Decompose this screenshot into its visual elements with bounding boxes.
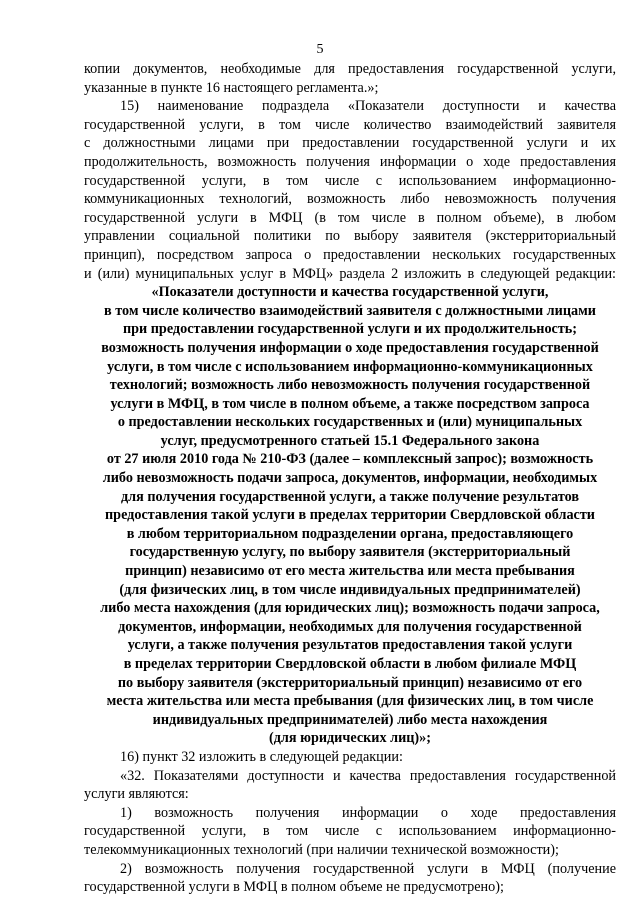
heading-line: в пределах территории Свердловской области в любом филиале МФЦ <box>123 656 577 672</box>
text-line: и (или) муниципальных услуг в МФЦ» раздела 2 изложить в следующей редакции: <box>84 265 616 282</box>
heading-line: в том числе количество взаимодействий заявителя с должностными лицами <box>104 302 596 319</box>
heading-line: технологий; возможность либо невозможность получения государственной <box>109 377 591 394</box>
text-line: продолжительность, возможность получения информации о ходе предоставления <box>84 153 616 170</box>
heading-line: либо места нахождения (для юридических лиц); возможность подачи запроса, <box>100 600 600 617</box>
heading-line: государственную услугу, по выбору заявителя (экстерриториальный <box>129 544 571 561</box>
heading-line: либо невозможность подачи запроса, документов, информации, необходимых <box>102 470 598 487</box>
heading-line: для получения государственной услуги, а также получение результатов <box>120 488 580 505</box>
text-line: «32. Показателями доступности и качества предоставления государственной <box>120 767 616 784</box>
heading-line: в любом территориальном подразделении органа, предоставляющего <box>126 525 574 542</box>
heading-line: (для физических лиц, в том числе индивидуальных предпринимателей) <box>119 581 581 598</box>
text-line: 2) возможность получения государственной услуги в МФЦ (получение <box>120 860 616 877</box>
heading-line: «Показатели доступности и качества государственной услуги, <box>151 284 549 301</box>
heading-line: возможность получения информации о ходе предоставления государственной <box>101 339 599 356</box>
text-line: управлении социальной политики по выбору заявителя (экстерриториальный <box>84 228 616 245</box>
text-line: государственной услуги в МФЦ в полном объеме не предусмотрено); <box>84 879 504 896</box>
text-line: услуги являются: <box>84 786 189 803</box>
heading-line: принцип) независимо от его места жительства или места пребывания <box>125 563 575 580</box>
text-line: 15) наименование подраздела «Показатели доступности и качества <box>120 98 616 115</box>
heading-line: при предоставлении государственной услуги и их продолжительность; <box>122 321 578 338</box>
text-line: государственной услуги, в том числе с использованием информационно- <box>84 823 616 840</box>
heading-line: предоставления такой услуги в пределах территории Свердловской области <box>105 507 595 524</box>
page-number: 5 <box>316 42 324 57</box>
text-line: указанные в пункте 16 настоящего регламента.»; <box>84 79 379 96</box>
text-line: телекоммуникационных технологий (при наличии технической возможности); <box>84 841 559 858</box>
heading-line: услуг, предусмотренного статьей 15.1 Федерального закона <box>160 432 540 449</box>
heading-line: услуги, а также получения результатов предоставления такой услуги <box>127 637 573 654</box>
text-line: 16) пункт 32 изложить в следующей редакции: <box>120 748 403 765</box>
heading-line: о предоставлении нескольких государственных и (или) муниципальных <box>117 414 583 431</box>
heading-line: места жительства или места пребывания (для физических лиц, в том числе <box>106 693 594 710</box>
text-line: коммуникационных технологий, возможность либо невозможность получения <box>84 191 616 208</box>
heading-line: индивидуальных предпринимателей) либо места нахождения <box>152 711 548 728</box>
heading-line: (для юридических лиц)»; <box>269 730 431 747</box>
heading-line: документов, информации, необходимых для получения государственной <box>118 618 582 635</box>
text-line: принцип), посредством запроса о предоставлении нескольких государственных <box>84 246 616 263</box>
text-line: с должностными лицами при предоставлении государственной услуги и их <box>84 135 616 152</box>
text-line: копии документов, необходимые для предоставления государственной услуги, <box>84 61 616 77</box>
document-body <box>84 60 616 897</box>
heading-line: по выбору заявителя (экстерриториальный принцип) независимо от его <box>117 674 583 691</box>
heading-line: услуги в МФЦ, в том числе в полном объеме, а также посредством запроса <box>110 395 590 412</box>
text-line: государственной услуги в МФЦ (в том числе в полном объеме), в любом <box>84 209 616 226</box>
text-line: 1) возможность получения информации о ходе предоставления <box>120 804 616 821</box>
text-line: государственной услуги, в том числе количество взаимодействий заявителя <box>84 116 616 133</box>
text-line: государственной услуги, в том числе с использованием информационно- <box>84 172 616 189</box>
heading-line: услуги, в том числе с использованием информационно-коммуникационных <box>107 358 593 375</box>
heading-line: от 27 июля 2010 года № 210-ФЗ (далее – комплексный запрос); возможность <box>106 451 594 468</box>
